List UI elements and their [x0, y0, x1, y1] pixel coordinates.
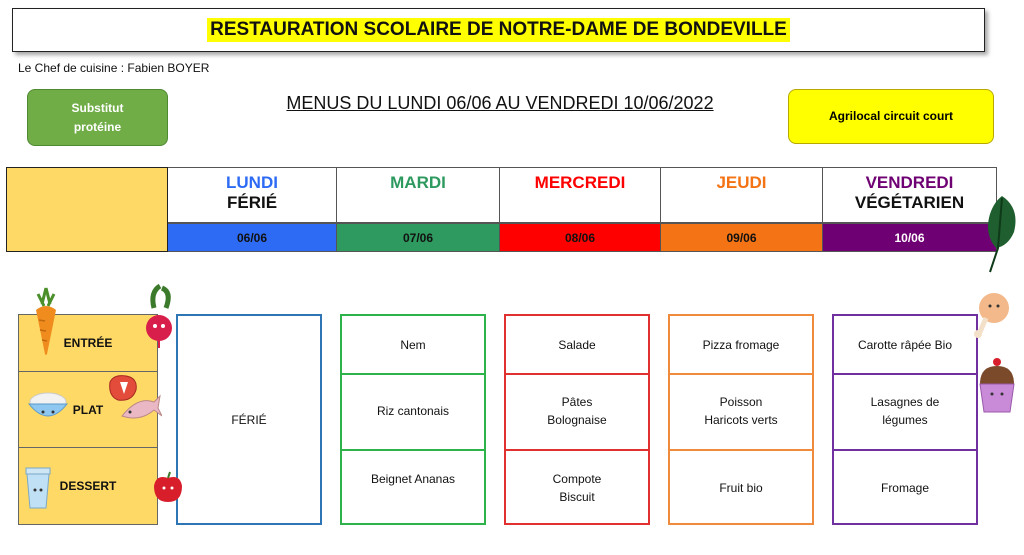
menu-plat-line: Lasagnes de	[870, 395, 940, 409]
day-header-monday	[168, 167, 337, 223]
day-note: FÉRIÉ	[226, 193, 278, 212]
menu-dessert: Fruit bio	[719, 481, 763, 495]
menu-week-title: MENUS DU LUNDI 06/06 AU VENDREDI 10/06/2022	[286, 93, 714, 113]
legend-agrilocal: Agrilocal circuit court	[788, 89, 994, 144]
menu-dessert-line: Compote	[552, 472, 602, 486]
legend-protein-line1: Substitut	[71, 100, 124, 115]
day-name: JEUDI	[716, 173, 767, 192]
radish-icon	[140, 282, 180, 348]
day-header-wednesday	[500, 167, 661, 223]
header-corner-cell	[6, 167, 168, 252]
apple-icon	[150, 470, 186, 504]
category-entree: ENTRÉE	[18, 314, 158, 372]
menu-plat-line: Pâtes	[561, 395, 593, 409]
category-dessert: DESSERT	[18, 447, 158, 525]
menu-column-tuesday	[340, 314, 486, 525]
carrot-icon	[28, 284, 64, 356]
menu-dessert: Fromage	[880, 481, 930, 495]
day-name: VENDREDI	[865, 173, 954, 192]
menu-plat-line: Bolognaise	[547, 413, 607, 427]
day-header-tuesday	[337, 167, 500, 223]
cupcake-icon	[976, 356, 1018, 416]
chicken-leg-icon	[972, 290, 1012, 340]
menu-plat-line: Haricots verts	[704, 413, 778, 427]
menu-plat	[834, 373, 976, 451]
category-plat: PLAT	[18, 371, 158, 448]
menu-column-wednesday	[504, 314, 650, 525]
menu-plat-line: légumes	[882, 413, 928, 427]
menu-column-thursday	[668, 314, 814, 525]
fish-icon	[118, 390, 162, 424]
date-monday: 06/06	[168, 223, 337, 252]
menu-dessert: Beignet Ananas	[370, 472, 456, 486]
legend-protein-line2: protéine	[73, 119, 122, 134]
menu-plat	[506, 373, 648, 451]
legend-protein-substitute	[27, 89, 168, 146]
rice-bowl-icon	[26, 390, 70, 424]
day-name: MERCREDI	[534, 173, 626, 192]
date-tuesday: 07/06	[337, 223, 500, 252]
menu-plat	[670, 373, 812, 451]
yogurt-icon	[22, 464, 54, 510]
menu-entree: Nem	[342, 316, 484, 375]
menu-plat: Riz cantonais	[342, 373, 484, 451]
menu-column-monday	[176, 314, 322, 525]
spinach-leaf-icon	[982, 194, 1022, 274]
date-wednesday: 08/06	[500, 223, 661, 252]
holiday-label: FÉRIÉ	[231, 412, 267, 427]
menu-entree: Carotte râpée Bio	[834, 316, 976, 375]
chef-credit: Le Chef de cuisine : Fabien BOYER	[18, 61, 210, 75]
menu-plat-line: Poisson	[719, 395, 763, 409]
menu-column-friday	[832, 314, 978, 525]
day-name: MARDI	[390, 173, 446, 192]
date-thursday: 09/06	[661, 223, 823, 252]
title-banner	[12, 8, 985, 52]
day-header-thursday	[661, 167, 823, 223]
page-title: RESTAURATION SCOLAIRE DE NOTRE-DAME DE BONDEVILLE	[207, 18, 790, 42]
menu-dessert	[506, 449, 648, 527]
menu-dessert-line: Biscuit	[559, 490, 595, 504]
day-header-friday	[823, 167, 997, 223]
day-name: LUNDI	[226, 173, 278, 192]
menu-entree: Pizza fromage	[670, 316, 812, 375]
date-friday: 10/06	[823, 223, 997, 252]
day-note: VÉGÉTARIEN	[854, 193, 965, 212]
menu-entree: Salade	[506, 316, 648, 375]
